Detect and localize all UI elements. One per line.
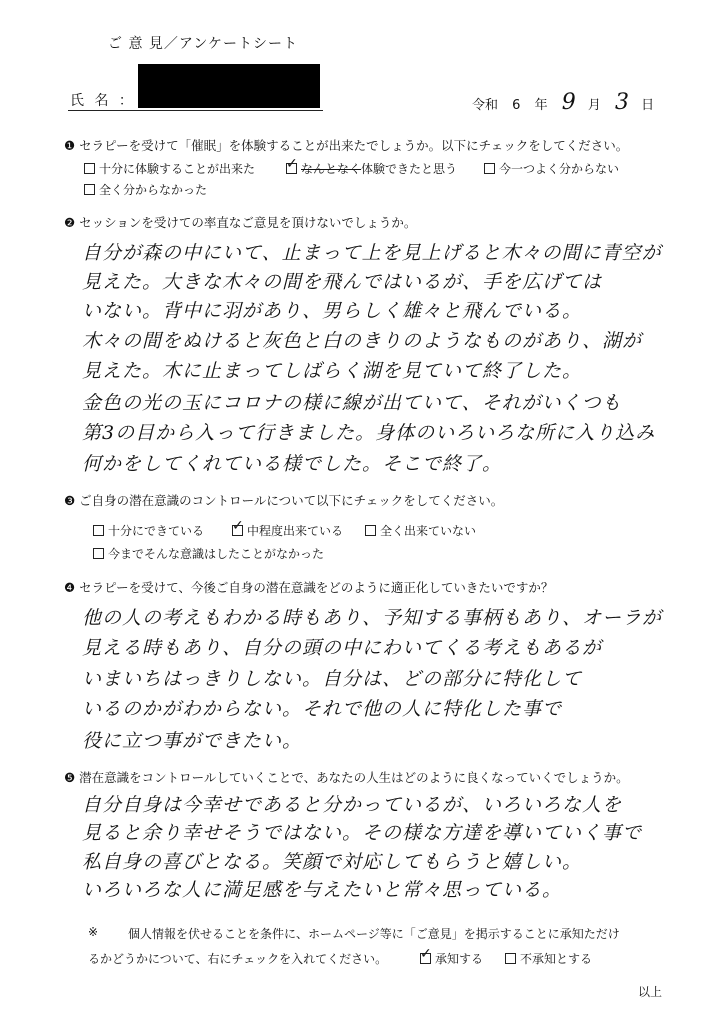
struck-text: なんとなく	[301, 162, 362, 176]
q5-text: ❺ 潜在意識をコントロールしていくことで、あなたの人生はどのように良くなっていくでしょうか。	[64, 770, 629, 785]
q4-text: ❹ セラピーを受けて、今後ご自身の潜在意識をどのように適正化していきたいですか？	[64, 580, 554, 595]
option-label: 体験できたと思う	[361, 162, 458, 176]
checkbox[interactable]	[84, 163, 95, 174]
checkbox[interactable]	[84, 184, 95, 195]
q1-option-3[interactable]	[484, 160, 619, 177]
q1-option-2[interactable]	[286, 160, 457, 177]
q2-answer-line: 金色の光の玉にコロナの様に線が出ていて、それがいくつも	[82, 392, 622, 414]
option-label: 全く出来ていない	[380, 524, 477, 538]
option-label: 今までそんな意識はしたことがなかった	[108, 547, 325, 561]
q4-answer-line: 他の人の考えもわかる時もあり、予知する事柄もあり、オーラが	[82, 607, 663, 629]
checkbox-checked[interactable]	[420, 953, 431, 964]
q3-option-1[interactable]	[93, 522, 204, 539]
date-field	[472, 90, 654, 115]
checkbox[interactable]	[505, 953, 516, 964]
q5-answer-line: いろいろな人に満足感を与えたいと常々思っている。	[82, 879, 563, 901]
option-label: 十分に体験することが出来た	[99, 162, 256, 176]
checkbox-checked[interactable]	[286, 163, 297, 174]
date-era: 令和	[472, 98, 499, 113]
q1-text: ❶ セラピーを受けて「催眠」を体験することが出来たでしょうか。以下にチェックをしてください。	[64, 138, 629, 153]
form-title: ご 意 見／アンケートシート	[108, 36, 299, 52]
q5-answer-line: 見ると余り幸せそうではない。その様な方達を導いていく事で	[82, 822, 643, 844]
q3-text: ❸ ご自身の潜在意識のコントロールについて以下にチェックをしてください。	[64, 493, 504, 508]
date-year: 6	[512, 98, 521, 113]
consent-no[interactable]	[505, 950, 592, 967]
footer-note-mark: ※	[88, 925, 99, 939]
q5-answer-line: 自分自身は今幸せであると分かっているが、いろいろな人を	[82, 794, 623, 816]
consent-yes[interactable]	[420, 950, 483, 967]
q2-answer-line: 自分が森の中にいて、止まって上を見上げると木々の間に青空が	[82, 242, 662, 264]
date-month: 9	[561, 90, 576, 115]
date-day-unit: 日	[641, 98, 655, 113]
checkbox[interactable]	[365, 525, 376, 536]
q2-answer-line: 何かをしてくれている様でした。そこで終了。	[82, 453, 503, 475]
date-year-unit: 年	[534, 98, 548, 113]
q2-answer-line: 見えた。木に止まってしばらく湖を見ていて終了した。	[82, 360, 583, 382]
footer-note-line1: 個人情報を伏せることを条件に、ホームページ等に「ご意見」を掲示することに承知ただけ	[128, 927, 620, 941]
q2-answer-line: 木々の間をぬけると灰色と白のきりのようなものがあり、湖が	[82, 330, 643, 352]
footer-note-line2: るかどうかについて、右にチェックを入れてください。	[88, 952, 388, 966]
redacted-name-block	[138, 64, 320, 108]
name-underline	[68, 110, 323, 111]
checkbox[interactable]	[484, 163, 495, 174]
checkbox[interactable]	[93, 525, 104, 536]
q3-option-2[interactable]	[232, 522, 343, 539]
q5-answer-line: 私自身の喜びとなる。笑顔で対応してもらうと嬉しい。	[82, 851, 583, 873]
q4-answer-line: 役に立つ事ができたい。	[82, 730, 303, 752]
q1-option-1[interactable]	[84, 160, 255, 177]
date-day: 3	[615, 90, 630, 115]
option-label: 今一つよく分からない	[499, 162, 620, 176]
q2-answer-line: 見えた。大きな木々の間を飛んではいるが、手を広げては	[82, 271, 603, 293]
end-mark: 以上	[638, 985, 663, 999]
q1-option-4[interactable]	[84, 181, 207, 198]
checkbox[interactable]	[93, 548, 104, 559]
q2-answer-line: いない。背中に羽があり、男らしく雄々と飛んでいる。	[82, 300, 583, 322]
q4-answer-line: 見える時もあり、自分の頭の中にわいてくる考えもあるが	[82, 637, 603, 659]
q3-option-4[interactable]	[93, 545, 324, 562]
q2-text: ❷ セッションを受けての率直なご意見を頂けないでしょうか。	[64, 215, 417, 230]
consent-no-label: 不承知とする	[520, 952, 593, 966]
q3-option-3[interactable]	[365, 522, 476, 539]
option-label: 全く分からなかった	[99, 183, 208, 197]
consent-yes-label: 承知する	[435, 952, 484, 966]
option-label: 中程度出来ている	[247, 524, 344, 538]
option-label: 十分にできている	[108, 524, 205, 538]
name-label: 氏 名 ：	[70, 93, 136, 109]
q4-answer-line: いるのかがわからない。それで他の人に特化した事で	[82, 698, 563, 720]
q2-answer-line: 第3の目から入って行きました。身体のいろいろな所に入り込み	[82, 422, 656, 444]
checkbox-checked[interactable]	[232, 525, 243, 536]
date-month-unit: 月	[587, 98, 601, 113]
q4-answer-line: いまいちはっきりしない。自分は、どの部分に特化して	[82, 668, 583, 690]
